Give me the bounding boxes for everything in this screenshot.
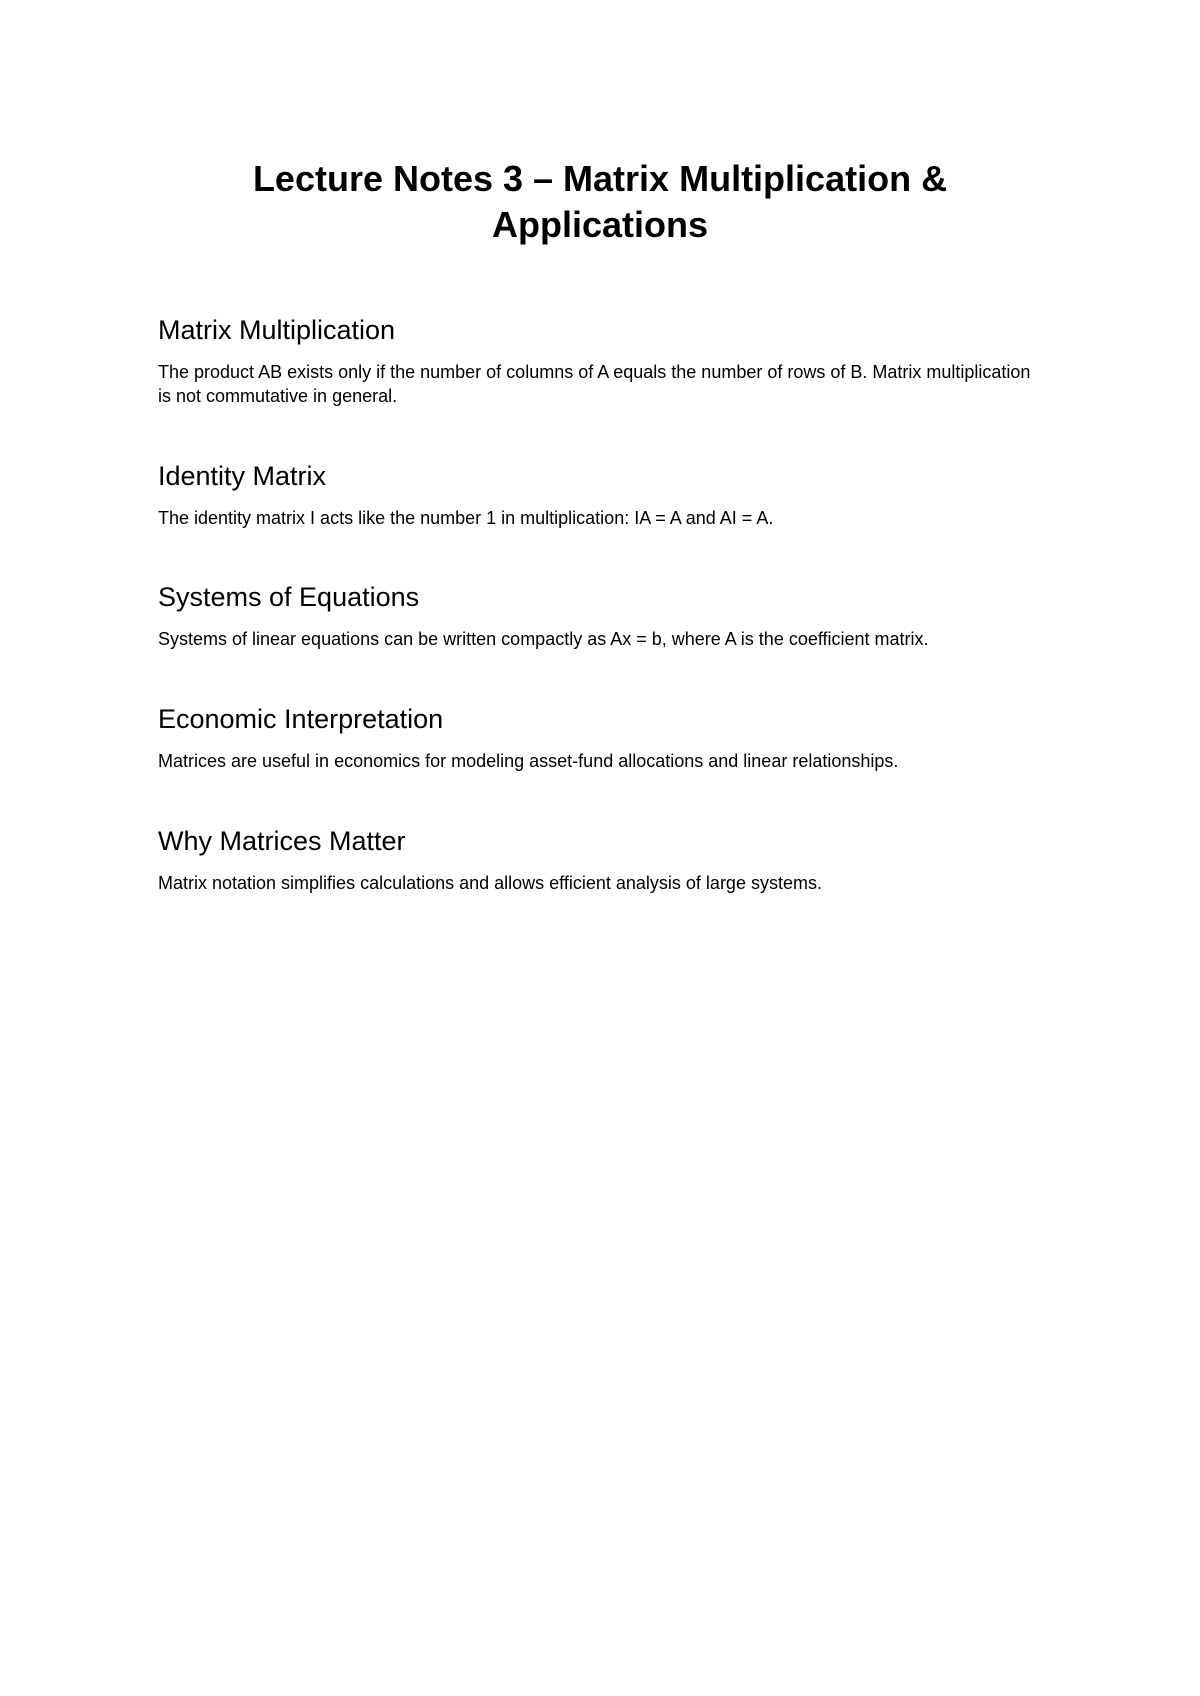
section-heading: Economic Interpretation: [158, 704, 444, 734]
section-identity-matrix: [158, 459, 1038, 530]
section-body: The product AB exists only if the number of columns of A equals the number of rows of B. Matrix multiplication is not commutative in general.: [158, 362, 1031, 406]
section-economic-interpretation: [158, 702, 1038, 773]
document-title: Lecture Notes 3 – Matrix Multiplication & Applications: [252, 158, 948, 245]
section-body: Matrix notation simplifies calculations and allows efficient analysis of large systems.: [158, 873, 822, 893]
section-body: Systems of linear equations can be written compactly as Ax = b, where A is the coefficient matrix.: [158, 629, 929, 649]
section-matrix-multiplication: [158, 313, 1038, 408]
section-heading: Matrix Multiplication: [158, 315, 396, 345]
section-body: Matrices are useful in economics for modeling asset-fund allocations and linear relationships.: [158, 751, 899, 771]
section-why-matrices-matter: [158, 824, 1038, 895]
section-heading: Systems of Equations: [158, 582, 420, 612]
section-body: The identity matrix I acts like the number 1 in multiplication: IA = A and AI = A.: [158, 508, 774, 528]
section-heading: Why Matrices Matter: [158, 826, 406, 856]
section-systems-of-equations: [158, 580, 1038, 651]
section-heading: Identity Matrix: [158, 461, 327, 491]
